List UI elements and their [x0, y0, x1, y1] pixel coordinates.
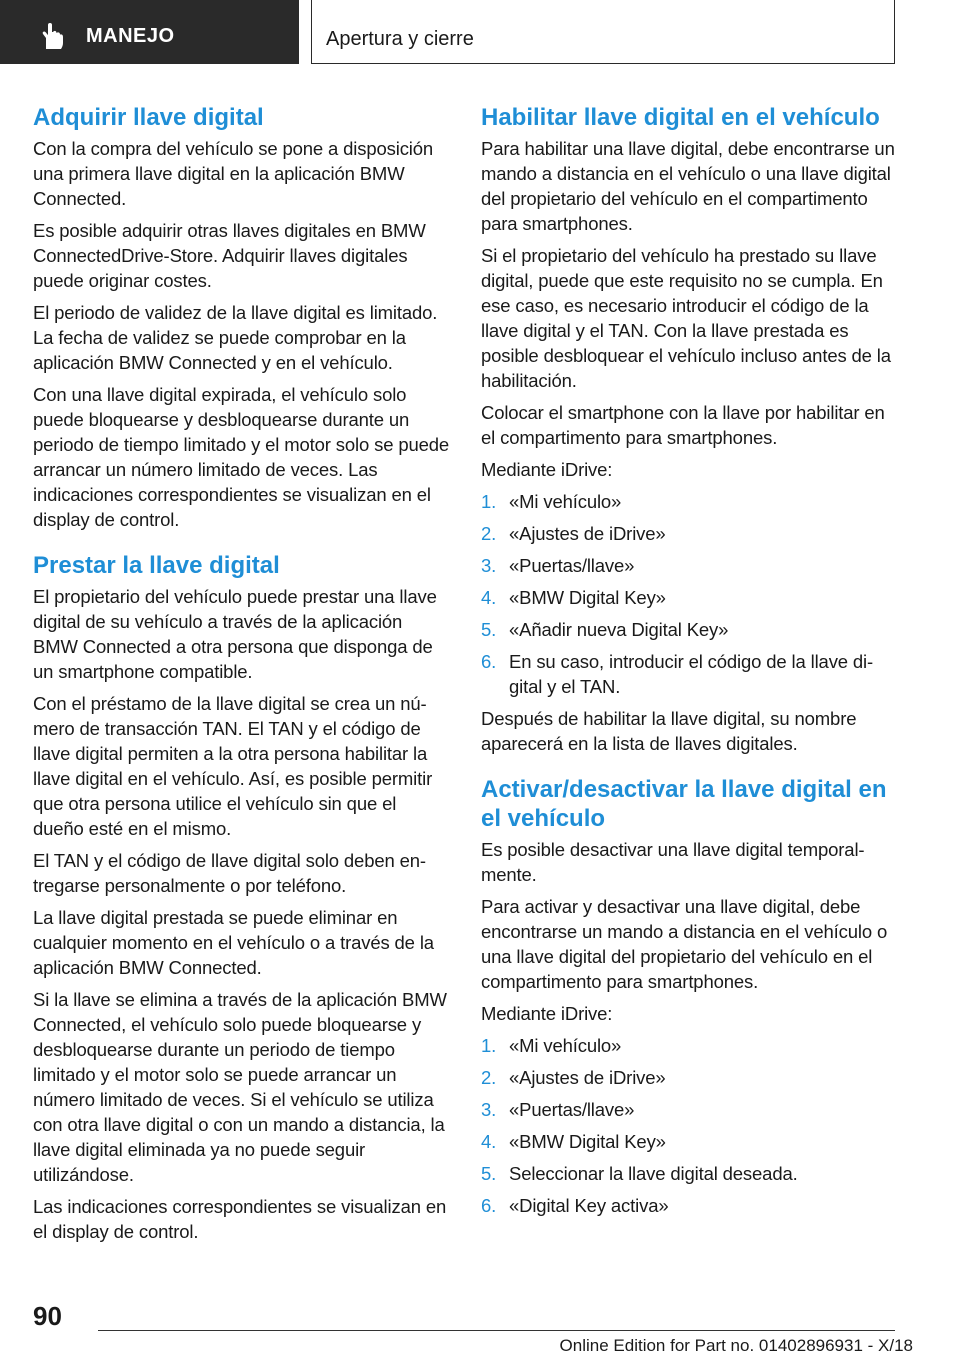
paragraph: La llave digital prestada se puede eliminar en cualquier momento en el vehículo o a través de la aplicación BMW Connected.: [33, 907, 434, 978]
section-label: MANEJO: [86, 25, 175, 47]
paragraph: Con una llave digital expirada, el vehículo solo puede bloquearse y desbloquearse durante un periodo de tiempo limitado y el motor solo se puede arrancar un número limitado de veces. Las indicaciones correspondientes se visualizan en el display de control.: [33, 384, 450, 530]
hand-icon: [38, 21, 68, 51]
list-item: [481, 1129, 899, 1154]
paragraph: Colocar el smartphone con la llave por habilitar en el compartimento para smartphones.: [481, 402, 885, 448]
paragraph: Con la compra del vehículo se pone a disposición una primera llave digital en la aplicación BMW Connected.: [33, 138, 434, 209]
heading-adquirir-llave-digital: Adquirir llave digital: [33, 104, 264, 131]
paragraph: El propietario del vehículo puede prestar una llave digital de su vehículo a través de la aplicación BMW Connected a otra persona que disponga de un smartphone compatible.: [33, 586, 437, 682]
step-text: «Mi vehículo»: [509, 1035, 622, 1056]
step-number: 4.: [481, 587, 497, 608]
list-item: [481, 489, 899, 514]
paragraph: Si la llave se elimina a través de la aplicación BMW Connected, el vehículo solo puede bloquearse y desbloquearse durante un periodo de tiempo limitado y el motor solo se puede arrancar un número limitado de veces. Si el vehículo se utiliza con otra llave digital o con un mando a distancia, la llave digital eliminada ya no puede seguir utilizándose.: [33, 989, 447, 1185]
step-number: 3.: [481, 1099, 497, 1120]
step-number: 6.: [481, 1195, 497, 1216]
step-text: En su caso, introducir el código de la llave digital y el TAN.: [509, 651, 874, 697]
list-item: [481, 1193, 899, 1218]
step-number: 1.: [481, 1035, 497, 1056]
step-text: «Puertas/llave»: [509, 555, 635, 576]
step-text: «Digital Key activa»: [509, 1195, 669, 1216]
step-number: 6.: [481, 651, 497, 672]
list-item: [481, 1065, 899, 1090]
footer-edition: Online Edition for Part no. 01402896931 - X/18: [559, 1336, 913, 1355]
step-number: 1.: [481, 491, 497, 512]
heading-prestar-llave-digital: Prestar la llave digital: [33, 552, 280, 579]
left-column: [33, 103, 451, 1251]
paragraph: Después de habilitar la llave digital, su nombre aparecerá en la lista de llaves digitales.: [481, 708, 857, 754]
chapter-title: Apertura y cierre: [326, 28, 474, 50]
step-text: Seleccionar la llave digital deseada.: [509, 1163, 798, 1184]
list-item: [481, 617, 899, 642]
chapter-header: [311, 0, 895, 64]
list-item: [481, 1161, 899, 1186]
paragraph: Para habilitar una llave digital, debe encontrarse un mando a distancia en el vehículo o una llave digital del propietario del vehículo en el compartimento para smartphones.: [481, 138, 895, 234]
paragraph: El periodo de validez de la llave digital es limitado. La fecha de validez se puede comprobar en la aplicación BMW Connected y en el vehículo.: [33, 302, 438, 373]
heading-activar-desactivar-llave-digital: Activar/desactivar la llave digital en el vehículo: [481, 776, 887, 832]
step-text: «Ajustes de iDrive»: [509, 1067, 666, 1088]
step-text: «Ajustes de iDrive»: [509, 523, 666, 544]
list-item: [481, 585, 899, 610]
list-item: [481, 1033, 899, 1058]
paragraph: Para activar y desactivar una llave digital, debe encontrarse un mando a distancia en el vehículo o una llave digital del propietario del vehículo en el compartimento para smartphones.: [481, 896, 888, 992]
header-section-tab: [0, 0, 299, 64]
steps-list-activar: [481, 1033, 899, 1218]
list-item: [481, 1097, 899, 1122]
step-text: «BMW Digital Key»: [509, 1131, 666, 1152]
step-text: «BMW Digital Key»: [509, 587, 666, 608]
step-text: «Puertas/llave»: [509, 1099, 635, 1120]
page-number: 90: [33, 1301, 62, 1331]
step-number: 2.: [481, 523, 497, 544]
step-number: 2.: [481, 1067, 497, 1088]
right-column: [481, 103, 899, 1225]
step-number: 5.: [481, 619, 497, 640]
steps-list-habilitar: [481, 489, 899, 699]
step-number: 3.: [481, 555, 497, 576]
list-item: [481, 649, 899, 699]
footer-divider: [98, 1330, 895, 1331]
step-text: «Mi vehículo»: [509, 491, 622, 512]
paragraph: Con el préstamo de la llave digital se crea un número de transacción TAN. El TAN y el código de llave digital permiten a la otra persona habilitar la llave digital en el vehículo. Así, es posible permitir que otra persona utilice el vehículo sin que el dueño esté en el mismo.: [33, 693, 433, 839]
step-number: 5.: [481, 1163, 497, 1184]
paragraph: Si el propietario del vehículo ha prestado su llave digital, puede que este requisito no se cumpla. En ese caso, es necesario introducir el código de la llave digital y el TAN. Con la llave prestada es posible desbloquear el vehículo incluso antes de la habilitación.: [481, 245, 891, 391]
paragraph: Es posible desactivar una llave digital temporalmente.: [481, 839, 865, 885]
paragraph: Es posible adquirir otras llaves digitales en BMW ConnectedDrive-Store. Adquirir llaves digitales puede originar costes.: [33, 220, 426, 291]
paragraph: Mediante iDrive:: [481, 1003, 613, 1024]
list-item: [481, 521, 899, 546]
heading-habilitar-llave-digital: Habilitar llave digital en el vehículo: [481, 104, 880, 131]
list-item: [481, 553, 899, 578]
paragraph: Mediante iDrive:: [481, 459, 613, 480]
paragraph: Las indicaciones correspondientes se visualizan en el display de control.: [33, 1196, 447, 1242]
step-text: «Añadir nueva Digital Key»: [509, 619, 729, 640]
paragraph: El TAN y el código de llave digital solo deben entregarse personalmente o por teléfono.: [33, 850, 427, 896]
step-number: 4.: [481, 1131, 497, 1152]
